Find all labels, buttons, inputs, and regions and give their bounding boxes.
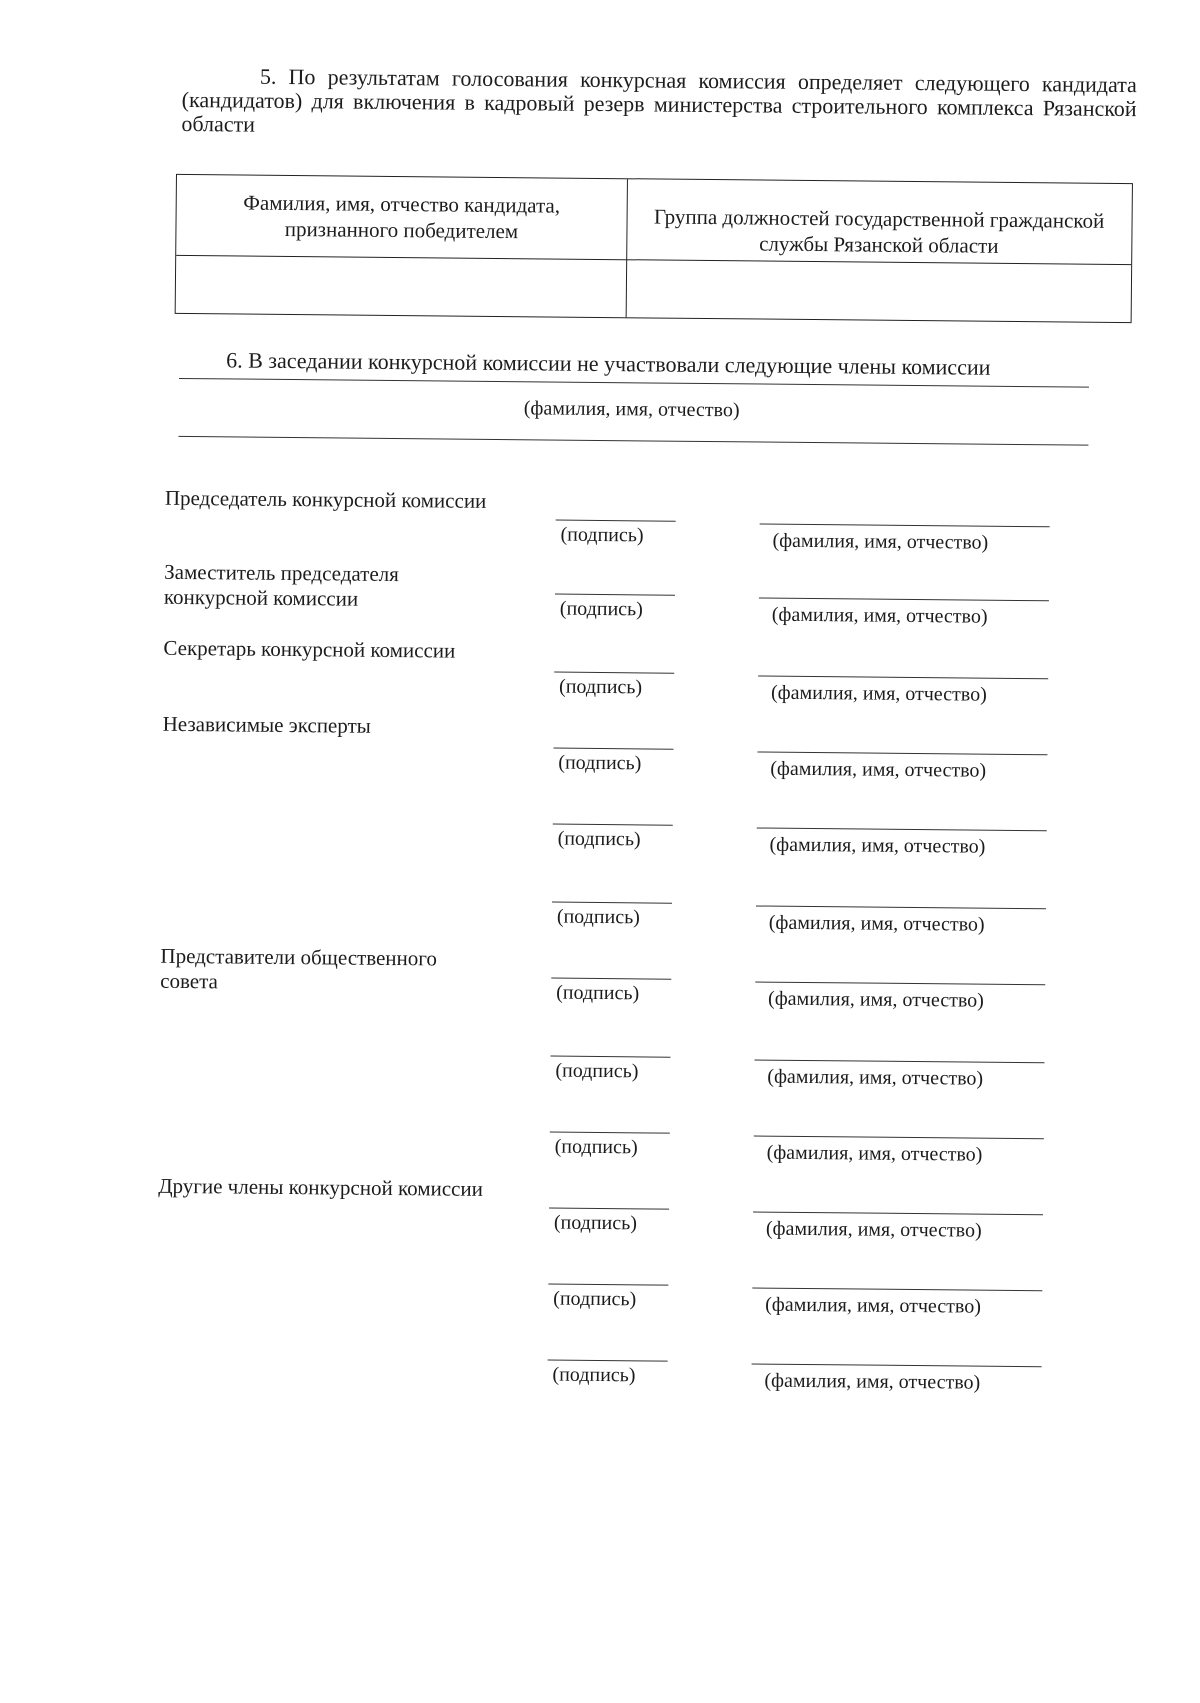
winner-table (175, 174, 1133, 323)
signature-caption: (подпись) (557, 827, 641, 851)
name-caption: (фамилия, имя, отчество) (766, 1141, 983, 1166)
name-line (752, 1287, 1042, 1291)
role-public-council: Представители общественного совета (160, 943, 438, 994)
signature-line (555, 594, 675, 596)
table-header-position-group: Группа должностей государственной гражданской службы Рязанской области (653, 204, 1105, 258)
signature-caption: (подпись) (560, 523, 644, 547)
signature-caption: (подпись) (558, 751, 642, 775)
signature-line (549, 1208, 669, 1210)
signature-line (553, 824, 673, 826)
signature-line (550, 1132, 670, 1134)
name-caption: (фамилия, имя, отчество) (764, 1369, 981, 1394)
signature-caption: (подпись) (555, 1059, 639, 1083)
table-cell-position-group-value (628, 261, 1131, 321)
signature-line (554, 672, 674, 674)
absent-members-line-1 (179, 378, 1089, 388)
name-caption: (фамилия, имя, отчество) (771, 603, 988, 628)
name-line (753, 1211, 1043, 1215)
name-line (757, 828, 1047, 832)
signature-line (556, 520, 676, 522)
name-line (756, 906, 1046, 910)
section-6-paragraph: 6. В заседании конкурсной комиссии не участвовали следующие члены комиссии (226, 347, 991, 380)
signature-line (548, 1360, 668, 1362)
signature-caption: (подпись) (559, 597, 643, 621)
name-caption: (фамилия, имя, отчество) (770, 757, 987, 782)
name-line (760, 524, 1050, 528)
signature-line (552, 902, 672, 904)
signature-caption: (подпись) (553, 1287, 637, 1311)
role-independent-experts: Независимые эксперты (162, 711, 371, 738)
signature-line (551, 978, 671, 980)
signature-caption: (подпись) (556, 905, 641, 929)
name-caption: (фамилия, имя, отчество) (770, 681, 987, 706)
signature-line (553, 748, 673, 750)
name-line (752, 1363, 1042, 1367)
signature-caption: (подпись) (554, 1135, 638, 1159)
role-other-members: Другие члены конкурсной комиссии (158, 1173, 484, 1201)
name-caption: (фамилия, имя, отчество) (772, 529, 989, 554)
name-caption: (фамилия, имя, отчество) (765, 1217, 982, 1242)
name-line (759, 598, 1049, 602)
signature-caption: (подпись) (558, 675, 643, 699)
name-line (754, 1135, 1044, 1139)
name-line (755, 981, 1045, 985)
signature-line (548, 1284, 668, 1286)
role-deputy-chairman: Заместитель председателя конкурсной комиссии (163, 559, 399, 611)
name-line (757, 752, 1047, 756)
absent-members-line-2 (178, 436, 1088, 446)
name-caption: (фамилия, имя, отчество) (767, 987, 984, 1012)
role-chairman: Председатель конкурсной комиссии (164, 485, 487, 513)
table-cell-candidate-value (176, 257, 626, 316)
name-caption: (фамилия, имя, отчество) (765, 1293, 982, 1318)
section-5-paragraph: 5. По результатам голосования конкурсная комиссия определяет следующего кандидата (кандидатов) для включения в кадровый резерв министерства строительного комплекса Рязанской области (181, 63, 1138, 137)
name-caption: (фамилия, имя, отчество) (769, 833, 986, 858)
table-header-candidate: Фамилия, имя, отчество кандидата, признанного победителем (243, 190, 561, 244)
signature-caption: (подпись) (552, 1363, 636, 1387)
name-line (758, 676, 1048, 680)
signature-line (551, 1056, 671, 1058)
signature-caption: (подпись) (553, 1211, 638, 1235)
role-secretary: Секретарь конкурсной комиссии (163, 635, 456, 663)
name-caption: (фамилия, имя, отчество) (768, 911, 985, 936)
name-line (755, 1059, 1045, 1063)
signature-caption: (подпись) (556, 981, 640, 1005)
name-caption: (фамилия, имя, отчество) (767, 1065, 984, 1090)
absent-members-caption: (фамилия, имя, отчество) (523, 397, 740, 422)
